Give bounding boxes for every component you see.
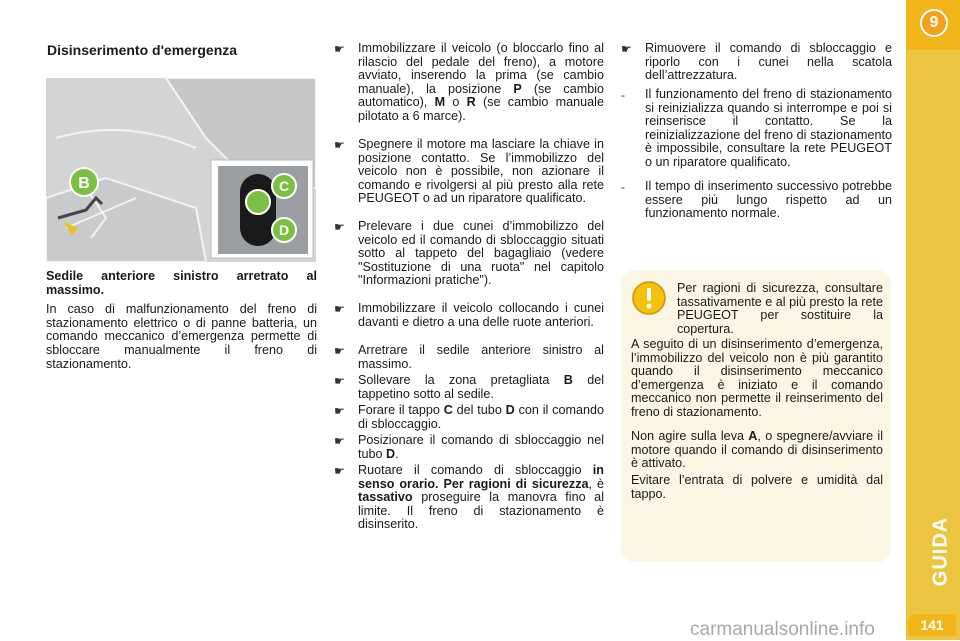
step-8: ☛ Posizionare il comando di sbloccaggio nel tubo D. xyxy=(334,433,604,461)
label-b-icon xyxy=(70,168,98,196)
bullet-icon: ☛ xyxy=(334,138,345,152)
label-b: B xyxy=(78,175,90,192)
chapter-label: GUIDA xyxy=(929,516,952,587)
warning-box xyxy=(621,270,891,562)
page-number: 141 xyxy=(908,614,956,636)
step-3: ☛ Prelevare i due cunei d’immobilizzo del veicolo ed il comando di sbloccaggio situati sotto al tappeto del bagagliaio (vedere "Sostituzione di una ruota" nel capitolo "Informazioni pratiche"). xyxy=(334,219,604,288)
bullet-icon: ☛ xyxy=(334,42,345,56)
step-10: ☛ Rimuovere il comando di sbloccaggio e riporlo con i cunei nella scatola dell’attrezzatura. xyxy=(621,41,892,83)
section-title: Disinserimento d'emergenza xyxy=(47,42,238,58)
step-2: ☛ Spegnere il motore ma lasciare la chiave in posizione contatto. Se l’immobilizzo del veicolo non è possibile, non azionare il comando e rivolgersi al più presto alla rete PEUGEOT o ad un riparatore qualificato. xyxy=(334,137,604,206)
warning-icon xyxy=(631,280,667,316)
chapter-badge: 9 xyxy=(920,9,948,37)
seat-illustration xyxy=(46,78,316,262)
warning-paragraph-2: Non agire sulla leva A, o spegnere/avviare il motore quando il comando di disinserimento è attivato. xyxy=(631,429,883,471)
step-9: ☛ Ruotare il comando di sbloccaggio in senso orario. Per ragioni di sicurezza, è tassativo proseguire la manovra fino al limite. Il freno di stazionamento è disinserito. xyxy=(334,463,604,532)
label-c-icon xyxy=(272,174,296,198)
note-1: - Il funzionamento del freno di stazionamento si reinizializza quando si interrompe e poi si reinserisce il contatto. Se la reinizializzazione del freno di stazionamento è impossibile, consultare la rete PEUGEOT o un riparatore qualificato. xyxy=(621,87,892,169)
bullet-icon: ☛ xyxy=(334,344,345,358)
column-left xyxy=(46,270,317,371)
bullet-icon: ☛ xyxy=(334,220,345,234)
bullet-icon: ☛ xyxy=(334,374,345,388)
dash-icon: - xyxy=(621,88,625,102)
watermark: carmanualsonline.info xyxy=(690,619,875,640)
step-6: ☛ Sollevare la zona pretagliata B del tappetino sotto al sedile. xyxy=(334,373,604,401)
intro-paragraph: In caso di malfunzionamento del freno di stazionamento elettrico o di panne batteria, un comando meccanico d’emergenza permette di sbloccare manualmente il freno di stazionamento. xyxy=(46,302,317,371)
step-5: ☛ Arretrare il sedile anteriore sinistro al massimo. xyxy=(334,343,604,371)
step-1: ☛ Immobilizzare il veicolo (o bloccarlo fino al rilascio del pedale del freno), a motore avviato, inserendo la prima (se cambio manuale), la posizione P (se cambio automatico), M o R (se cambio manuale pilotato a 6 marce). xyxy=(334,41,605,123)
label-c: C xyxy=(278,178,290,194)
warning-intro: Per ragioni di sicurezza, consultare tassativamente e al più presto la rete PEUGEOT per sostituire la copertura. xyxy=(677,281,883,336)
bullet-icon: ☛ xyxy=(621,42,632,56)
seat-heading: Sedile anteriore sinistro arretrato al massimo. xyxy=(46,269,317,297)
bullet-icon: ☛ xyxy=(334,302,345,316)
label-d: D xyxy=(278,222,290,238)
step-7: ☛ Forare il tappo C del tubo D con il comando di sbloccaggio. xyxy=(334,403,604,431)
step-4: ☛ Immobilizzare il veicolo collocando i cunei davanti e dietro a una delle ruote anteriori. xyxy=(334,301,604,329)
warning-paragraph-3: Evitare l’entrata di polvere e umidità dal tappo. xyxy=(631,473,883,501)
bullet-icon: ☛ xyxy=(334,404,345,418)
dash-icon: - xyxy=(621,180,625,194)
note-2: - Il tempo di inserimento successivo potrebbe essere più lungo rispetto ad un funzionamento normale. xyxy=(621,179,892,221)
label-d-icon xyxy=(272,218,296,242)
warning-paragraph-1: A seguito di un disinserimento d’emergenza, l’immobilizzo del veicolo non è più garantito quando il disinserimento meccanico d’emergenza è iniziato e il comando meccanico non permette il reinserimento del freno di stazionamento. xyxy=(631,337,883,419)
bullet-icon: ☛ xyxy=(334,434,345,448)
bullet-icon: ☛ xyxy=(334,464,345,478)
